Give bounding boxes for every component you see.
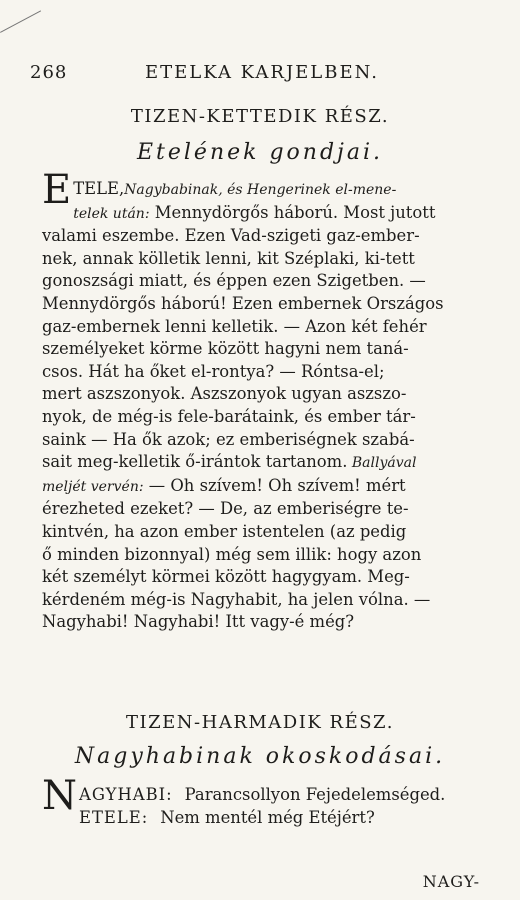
text-line [42,383,477,406]
line-text: telek után: [73,205,150,222]
text-line [42,202,477,226]
text-line [42,566,477,589]
line-text: nyok, de még-is fele-barátaink, és ember tár- [42,406,416,426]
line-text: saink — Ha ők azok; ez emberiségnek szabá- [42,429,415,449]
section-12-body [42,167,477,634]
text-line [42,521,477,544]
dialog-speaker: ETELE: [79,807,149,827]
line-text: érezheted ezeket? — De, az emberiségre te- [42,499,409,519]
text-line [42,361,477,384]
text-line [42,406,477,429]
page-number: 268 [30,62,68,83]
dialog-speaker: AGYHABI: [79,785,173,804]
dialog-text: Nem mentél még Etéjért? [160,807,375,827]
corner-mark [0,10,41,32]
section-12-title: TIZEN-KETTEDIK RÉSZ. [130,106,390,127]
section-12-subtitle: Etelének gondjai. [136,140,384,165]
dialog-text: Parancsollyon Fejedelemséged. [184,785,446,804]
line-text-extra: Ballyával [347,455,417,472]
line-text: gaz-embernek lenni kelletik. — Azon két fehér [42,316,427,336]
line-text-extra: — Oh szívem! Oh szívem! mért [143,475,406,495]
section-12-dropcap: E [42,167,72,213]
text-line [42,225,477,248]
line-text: TELE, [73,179,125,198]
text-line [42,498,477,521]
line-text-extra: Mennydörgős háború. Most jutott [149,202,436,222]
text-line [42,316,477,339]
line-text-extra: Nagybabinak, és Hengerinek el-mene- [124,182,397,198]
line-text: nek, annak kölletik lenni, kit Széplaki, ki-tett [42,248,415,268]
text-line [42,451,477,475]
dialog-line [42,807,477,830]
line-text: gonoszsági miatt, és éppen ezen Szigetben. — [42,271,426,291]
line-text: csos. Hát ha őket el-rontya? — Róntsa-el; [42,361,385,381]
text-line [42,611,477,634]
text-line [42,293,477,316]
text-line [42,589,477,612]
section-13-subtitle: Nagyhabinak okoskodásai. [74,744,446,769]
running-head: ETELKA KARJELBEN. [145,62,379,83]
text-line [42,178,477,202]
line-text: mert aszszonyok. Aszszonyok ugyan aszszo- [42,384,407,404]
section-13-dropcap: N [42,773,77,819]
dialog-line [42,784,477,807]
line-text: két személyt körmei között hagygyam. Meg- [42,567,410,587]
line-text: személyeket körme között hagyni nem taná- [42,339,409,359]
text-line [42,544,477,567]
line-text: valami eszembe. Ezen Vad-szigeti gaz-ember- [42,226,420,246]
line-text: sait meg-kelletik ő-irántok tartanom. [42,452,348,472]
text-line [42,270,477,293]
section-13-body [42,773,477,829]
line-text: Mennydörgős háború! Ezen embernek Országos [42,293,444,313]
line-text: Nagyhabi! Nagyhabi! Itt vagy-é még? [42,612,355,632]
text-line [42,475,477,499]
catchword: NAGY- [422,872,480,891]
page-header [30,62,480,86]
line-text: ő minden bizonnyal) még sem illik: hogy azon [42,544,422,564]
line-text: meljét vervén: [42,478,144,495]
line-text: kérdeném még-is Nagyhabit, ha jelen vólna. — [42,589,431,609]
section-13-title: TIZEN-HARMADIK RÉSZ. [126,712,394,733]
text-line [42,429,477,452]
line-text: kintvén, ha azon ember istentelen (az pedig [42,521,407,541]
text-line [42,338,477,361]
text-line [42,248,477,271]
